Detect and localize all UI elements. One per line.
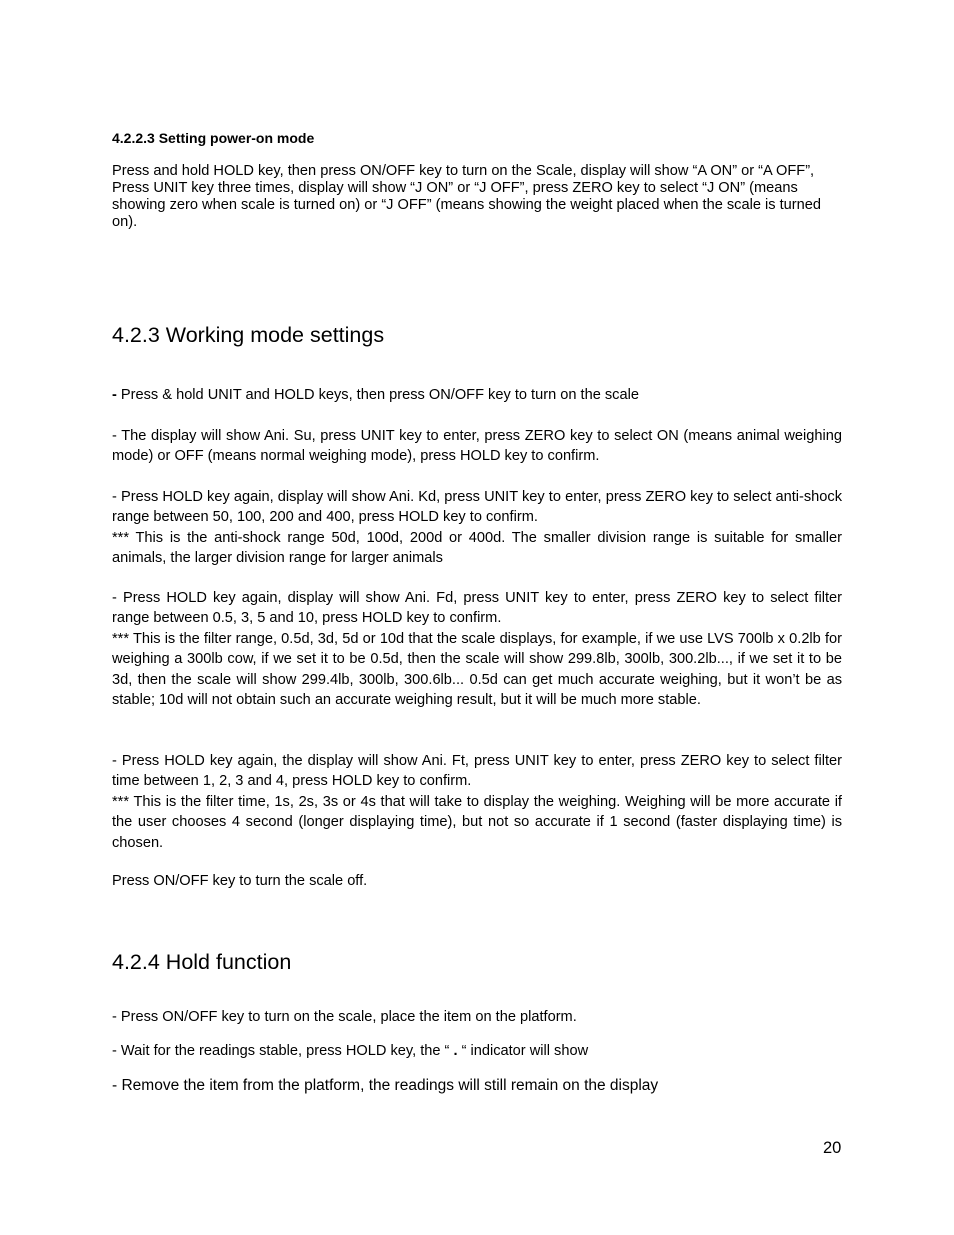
working-mode-step-4-note: *** This is the filter range, 0.5d, 3d, 5d or 10d that the scale displays, for example, if we use LVS 700lb x 0.2lb for weighing a 300lb cow, if we set it to be 0.5d, then the scale will show 299.8lb, 300lb, 300.2lb..., if we set it to be 3d, then the scale will show 299.4lb, 300lb, 300.6lb... 0.5d can get much accurate weighing, but it won’t be as stable; 10d will not obtain such an accurate weighing result, but it will be much more stable. [112,630,842,709]
working-mode-step-4: - Press HOLD key again, display will show Ani. Fd, press UNIT key to enter, press ZERO key to select filter range between 0.5, 3, 5 and 10, press HOLD key to confirm. [112,590,842,627]
hold-step-2-text-after: “ indicator will show [457,1043,589,1059]
section-4223-body: Press and hold HOLD key, then press ON/OFF key to turn on the Scale, display will show “A ON” or “A OFF”, Press UNIT key three times, display will show “J ON” or “J OFF”, press ZERO key to select “J ON” (means showing zero when scale is turned on) or “J OFF” (means showing the weight placed when the scale is turned on). [112,163,821,230]
hold-indicator-dot: . [453,1043,458,1059]
hold-step-2-text-before: - Wait for the readings stable, press HOLD key, the “ [112,1043,454,1059]
hold-step-1: - Press ON/OFF key to turn on the scale, place the item on the platform. [112,1009,577,1025]
working-mode-step-5: - Press HOLD key again, the display will show Ani. Ft, press UNIT key to enter, press ZERO key to select filter time between 1, 2, 3 and 4, press HOLD key to confirm. [112,753,842,790]
working-mode-closing: Press ON/OFF key to turn the scale off. [112,873,368,889]
working-mode-step-4-block [112,588,842,710]
hold-step-2 [112,1043,842,1060]
section-423-heading: 4.2.3 Working mode settings [112,323,385,347]
working-mode-step-1 [112,387,842,404]
working-mode-step-3-block [112,487,842,569]
section-424-heading: 4.2.4 Hold function [112,950,292,974]
working-mode-step-5-block [112,751,842,853]
working-mode-step-3-note: *** This is the anti-shock range 50d, 100d, 200d or 400d. The smaller division range is suitable for smaller animals, the larger division range for larger animals [112,529,842,567]
step-1-text: Press & hold UNIT and HOLD keys, then press ON/OFF key to turn on the scale [116,387,639,403]
working-mode-step-5-note: *** This is the filter time, 1s, 2s, 3s or 4s that will take to display the weighing. Weighing will be more accurate if the user chooses 4 second (longer displaying time), but not so accurate if 1 second (faster displaying time) is chosen. [112,793,842,851]
section-4223-heading: 4.2.2.3 Setting power-on mode [112,130,315,146]
page-number: 20 [823,1139,842,1157]
working-mode-step-3: - Press HOLD key again, display will show Ani. Kd, press UNIT key to enter, press ZERO key to select anti-shock range between 50, 100, 200 and 400, press HOLD key to confirm. [112,489,842,526]
step-1-dash: - [112,387,117,403]
hold-step-3: - Remove the item from the platform, the readings will still remain on the display [112,1077,659,1094]
working-mode-step-2: - The display will show Ani. Su, press UNIT key to enter, press ZERO key to select ON (means animal weighing mode) or OFF (means normal weighing mode), press HOLD key to confirm. [112,428,842,465]
